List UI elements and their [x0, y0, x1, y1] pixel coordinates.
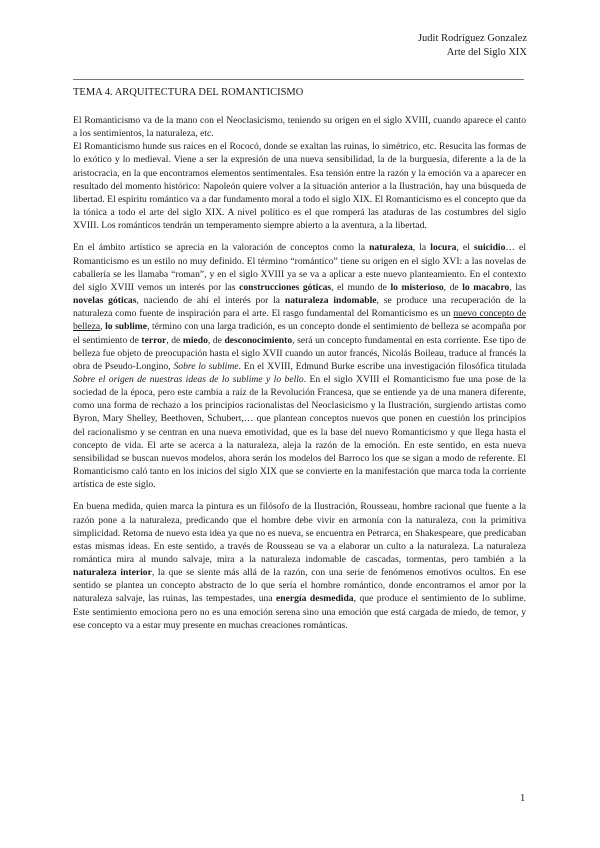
document-title: TEMA 4. ARQUITECTURA DEL ROMANTICISMO	[73, 87, 304, 98]
paragraph-1: El Romanticismo va de la mano con el Neoclasicismo, teniendo su origen en el siglo XVIII, cuando aparece el canto a los sentimientos, la naturaleza, etc.	[73, 115, 526, 140]
page-number: 1	[520, 793, 526, 804]
page-header	[418, 32, 527, 60]
author-name: Judit Rodríguez Gonzalez	[417, 33, 527, 44]
header-divider	[73, 79, 524, 80]
paragraph-3: En el ámbito artístico se aprecia en la valoración de conceptos como la naturaleza, la locura, el suicidio… el Romanticismo es un estilo no muy definido. El término “romántico” tiene su origen en el siglo XVI: a las novelas de caballería se les llamaba “roman”, y en el siglo XVIII ya se va a aplicar a este nuevo planteamiento. En el contexto del siglo XVIII vemos un interés por las construcciones góticas, el mundo de lo misterioso, de lo macabro, las novelas góticas, naciendo de ahí el interés por la naturaleza indomable, se produce una recuperación de la naturaleza como fuente de inspiración para el arte. El rasgo fundamental del Romanticismo es un nuevo concepto de belleza, lo sublime, término con una larga tradición, es un concepto donde el sentimiento de belleza se acompaña por el sentimiento de terror, de miedo, de desconocimiento, será un concepto fundamental en esta corriente. Ese tipo de belleza fue objeto de preocupación hasta el siglo XVII cuando un autor francés, Nicolás Boileau, traduce al francés la obra de Pseudo-Longino, Sobre lo sublime. En el XVIII, Edmund Burke escribe una investigación filosófica titulada Sobre el origen de nuestras ideas de lo sublime y lo bello. En el siglo XVIII el Romanticismo fue una pose de la sociedad de la época, pero este cambia a raíz de la Revolución Francesa, que se entiende ya de una manera diferente, como una forma de rechazo a los principios racionalistas del Neoclasicismo y la Ilustración, surgiendo artistas como Byron, Mary Shelley, Beethoven, Schubert,… que plantean conceptos nuevos que ponen en cuestión los principios del racionalismo y se centran en una nueva emotividad, que es la base del nuevo Romanticismo y que llega hasta el concepto de vida. El arte se acerca a la naturaleza, aleja la razón de la emoción. En este sentido, en esta nueva sensibilidad se buscan nuevos modelos, ahora serán los modelos del Barroco los que se sigan a modo de referente. El Romanticismo caló tanto en los inicios del siglo XIX que se convierte en la manifestación que marca toda la corriente artística de este siglo.	[73, 242, 527, 491]
document-body	[73, 114, 526, 632]
course-name: Arte del Siglo XIX	[446, 47, 527, 58]
paragraph-4: En buena medida, quien marca la pintura es un filósofo de la Ilustración, Rousseau, hombre racional que fuente a la razón pone a la naturaleza, predicando que el hombre debe vivir en armonía con la naturaleza, con la primitiva simplicidad. Retoma de nuevo esta idea ya que no es nueva, se encuentra en Petrarca, en Shakespeare, que predicaban estas mismas ideas. En este sentido, a través de Rousseau se va a elaborar un culto a la naturaleza. La naturaleza romántica mira al mundo salvaje, mira a la naturaleza indomable de cascadas, tormentas, pero también a la naturaleza interior, la que se siente más allá de la razón, con una serie de fenómenos emotivos ocultos. En ese sentido se plantea un concepto abstracto de lo que sería el hombre romántico, donde encontramos el amor por la naturaleza salvaje, las ruinas, las tempestades, una energía desmedida, que produce el sentimiento de lo sublime. Este sentimiento emociona pero no es una emoción serena sino una emoción que está cargada de miedo, de temor, y ese concepto va a estar muy presente en muchas creaciones románticas.	[73, 501, 527, 631]
paragraph-2: El Romanticismo hunde sus raíces en el Rococó, donde se exaltan las ruinas, lo simétrico, etc. Resucita las formas de lo exótico y lo medieval. Viene a ser la expresión de una nueva sensibilidad, la de la burguesía, diferente a la de la aristocracia, en la que encontramos elementos sentimentales. Esa tensión entre la razón y la emoción va a aparecer en resultado del momento histórico: Napoleón quiere volver a la situación anterior a la Ilustración, hay una búsqueda de libertad. El espíritu romántico va a dar fundamento moral a todo el siglo XIX. El Romanticismo es el concepto que da la tónica a todo el arte del siglo XIX. A nivel político es el que romperá las ataduras de las costumbres del siglo XVIII. Los románticos tendrán un temperamento siempre abierto a la aventura, a la libertad.	[73, 141, 526, 232]
